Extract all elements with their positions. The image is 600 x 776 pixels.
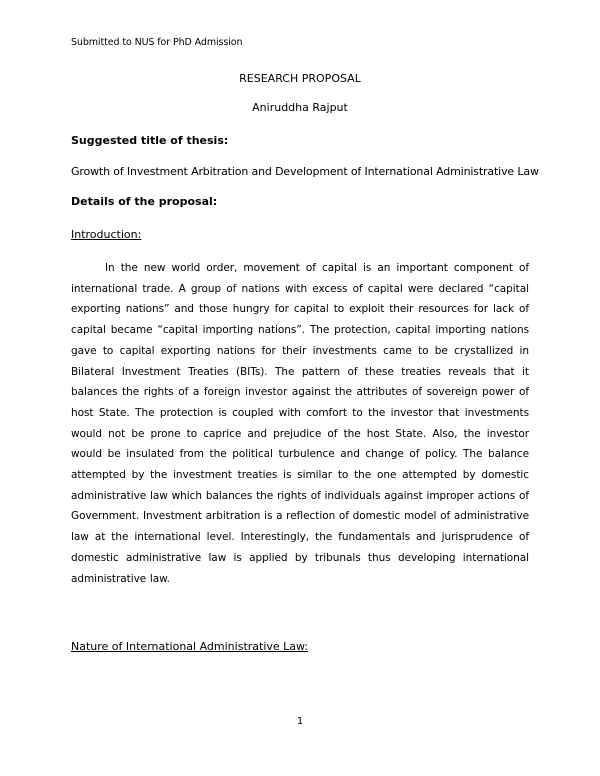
header-note: Submitted to NUS for PhD Admission (71, 37, 243, 48)
nature-heading: Nature of International Administrative Law: (71, 640, 309, 653)
details-heading: Details of the proposal: (71, 195, 218, 208)
introduction-heading: Introduction: (71, 228, 142, 241)
suggested-title-heading: Suggested title of thesis: (71, 134, 229, 147)
introduction-paragraph: In the new world order, movement of capital is an important component of international trade. A group of nations with excess of capital were declared “capital exporting nations” and those hungry for capital to exploit their resources for lack of capital became “capital importing nations”. The protection, capital importing nations gave to capital exporting nations for their investments came to be crystallized in Bilateral Investment Treaties (BITs). The pattern of these treaties reveals that it balances the rights of a foreign investor against the attributes of sovereign power of host State. The protection is coupled with comfort to the investor that investments would not be prone to caprice and prejudice of the host State. Also, the investor would be insulated from the political turbulence and change of policy. The balance attempted by the investment treaties is similar to the one attempted by domestic administrative law which balances the rights of individuals against improper actions of Government. Investment arbitration is a reflection of domestic model of administrative law at the international level. Interestingly, the fundamentals and jurisprudence of domestic administrative law is applied by tribunals thus developing international administrative law. (71, 262, 529, 585)
author-name: Aniruddha Rajput (252, 101, 348, 114)
document-type-title: RESEARCH PROPOSAL (239, 72, 361, 85)
thesis-title: Growth of Investment Arbitration and Development of International Administrative Law (71, 165, 539, 178)
page-number: 1 (296, 716, 304, 727)
